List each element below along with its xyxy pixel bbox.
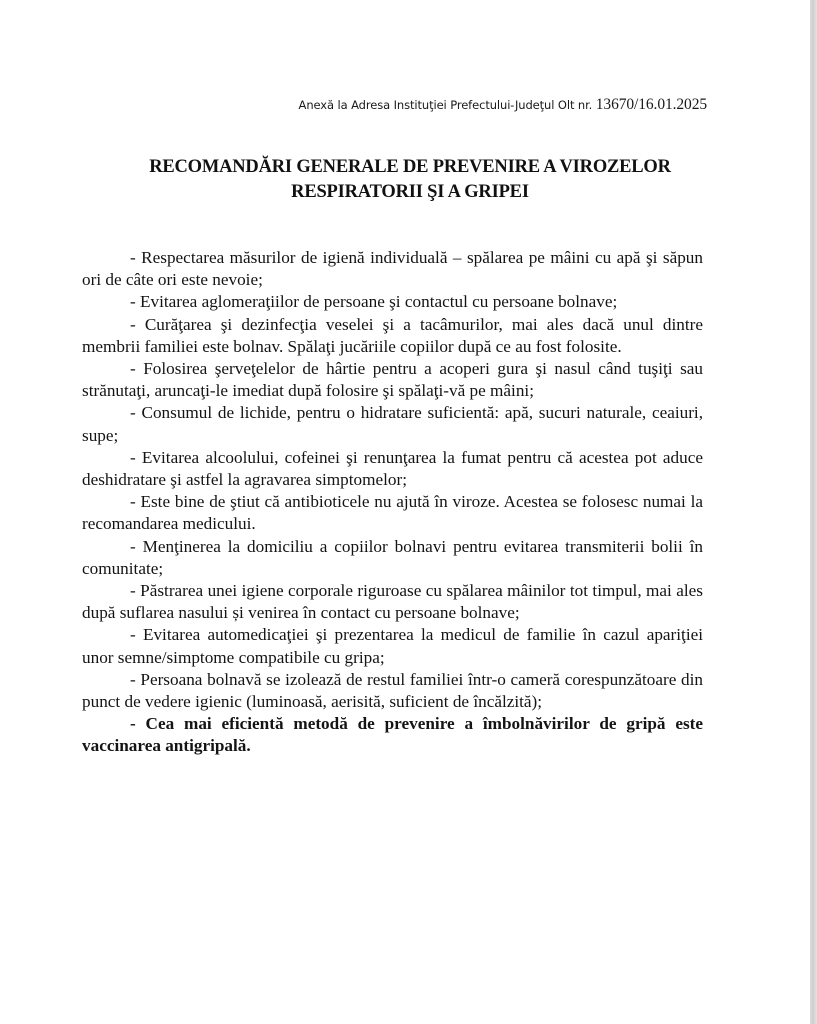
recommendation-item: - Consumul de lichide, pentru o hidratare suficientă: apă, sucuri naturale, ceaiuri, supe; — [82, 403, 703, 445]
title-line-1: RECOMANDĂRI GENERALE DE PREVENIRE A VIROZELOR — [149, 157, 671, 177]
recommendation-item: - Păstrarea unei igiene corporale riguroase cu spălarea mâinilor tot timpul, mai ales după suflarea nasului și venirea în contact cu persoane bolnave; — [82, 581, 703, 623]
recommendation-item: - Evitarea alcoolului, cofeinei şi renunţarea la fumat pentru că acestea pot aduce deshidratare şi astfel la agravarea simptomelor; — [82, 447, 703, 490]
page-edge-shadow — [810, 0, 817, 1024]
document-title — [100, 155, 720, 205]
recommendation-item: - Persoana bolnavă se izolează de restul familiei într-o cameră corespunzătoare din punct de vedere igienic (luminoasă, aerisită, suficient de încălzită); — [82, 669, 703, 712]
recommendation-item: - Curăţarea şi dezinfecţia veselei şi a tacâmurilor, mai ales dacă unul dintre membrii familiei este bolnav. Spălaţi jucăriile copiilor după ce au fost folosite. — [82, 314, 703, 356]
recommendation-item: - Respectarea măsurilor de igienă individuală – spălarea pe mâini cu apă şi săpun ori de câte ori este nevoie; — [82, 248, 703, 290]
title-line-2: RESPIRATORII ŞI A GRIPEI — [291, 182, 529, 202]
recommendation-item: - Este bine de ştiut că antibioticele nu ajută în viroze. Acestea se folosesc numai la recomandarea medicului. — [82, 492, 703, 534]
annex-prefix: Anexă la Adresa Instituţiei Prefectului-Judeţul Olt nr. — [298, 98, 596, 112]
annex-number: 13670/16.01.2025 — [595, 96, 707, 113]
recommendation-item: - Evitarea automedicaţiei şi prezentarea la medicul de familie în cazul apariţiei unor semne/simptome compatibile cu gripa; — [82, 625, 703, 667]
recommendation-item: - Menţinerea la domiciliu a copiilor bolnavi pentru evitarea transmiterii bolii în comunitate; — [82, 536, 703, 578]
recommendation-item: - Evitarea aglomeraţiilor de persoane şi contactul cu persoane bolnave; — [130, 292, 618, 312]
recommendations-list — [82, 247, 703, 758]
recommendation-item-highlighted: - Cea mai eficientă metodă de prevenire a îmbolnăvirilor de gripă este vaccinarea antigripală. — [82, 714, 703, 756]
recommendation-item: - Folosirea şerveţelelor de hârtie pentru a acoperi gura şi nasul când tuşiţi sau strănutaţi, aruncaţi-le imediat după folosire şi spălaţi-vă pe mâini; — [82, 359, 703, 401]
annex-reference — [299, 96, 707, 114]
